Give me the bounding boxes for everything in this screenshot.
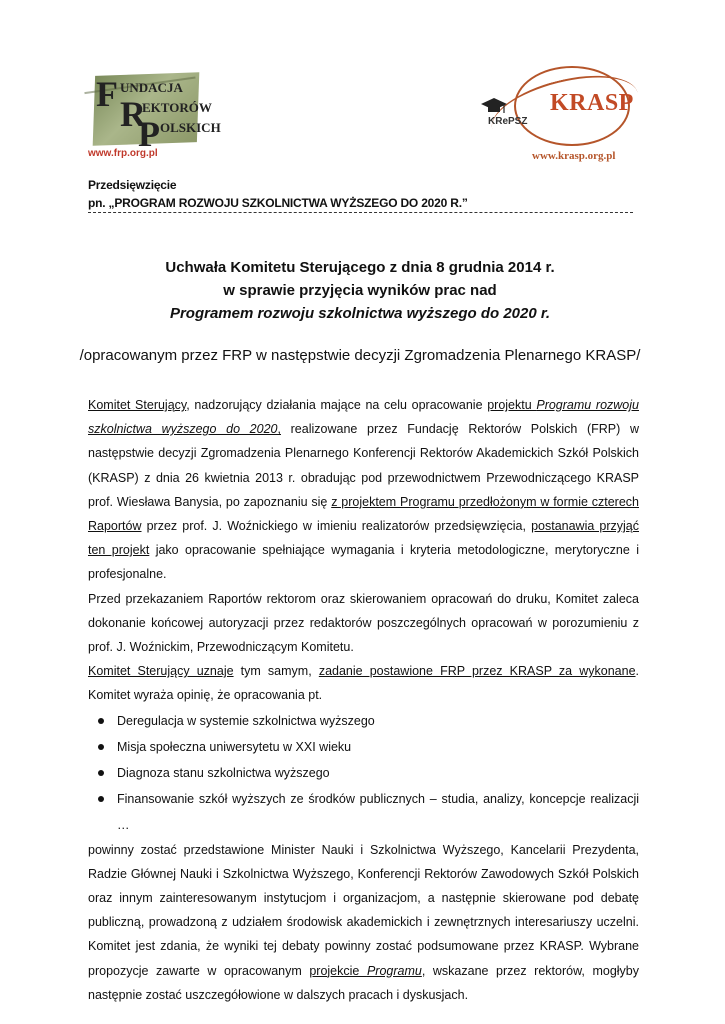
- para1-text-a: , nadzorujący działania mające na celu opracowanie: [186, 398, 488, 412]
- frp-logo-letter-p: P: [138, 114, 160, 154]
- para4-text-a: powinny zostać przedstawione Minister Nauki i Szkolnictwa Wyższego, Kancelarii Prezydenta, Radzie Głównej Nauki i Szkolnictwa Wyższego, Konferencji Rektorów Zawodowych Szkół Polskich oraz innym zainteresowanym instytucjom i organizacjom, a następnie skierowane pod debatę publiczną, prowadzoną z udziałem środowisk akademickich i zewnętrznych interesariuszy uczelni. Komitet jest zdania, że wyniki tej debaty powinny zostać podsumowane przez KRASP. Wybrane propozycje zawarte w opracowanym: [88, 842, 639, 978]
- resolution-title: [60, 256, 660, 325]
- krepsz-label: KRePSZ: [488, 116, 528, 127]
- document-body: [88, 393, 639, 1007]
- list-item: Misja społeczna uniwersytetu w XXI wieku: [88, 734, 639, 760]
- resolution-subtitle: /opracowanym przez FRP w następstwie decyzji Zgromadzenia Plenarnego KRASP/: [79, 347, 641, 364]
- list-item: Deregulacja w systemie szkolnictwa wyższego: [88, 708, 639, 734]
- krasp-logo-name: KRASP: [550, 90, 634, 116]
- paragraph-2: Przed przekazaniem Raportów rektorom oraz skierowaniem opracowań do druku, Komitet zaleca dokonanie końcowej autoryzacji przez redaktorów poszczególnych opracowań w porozumieniu z prof. J. Woźnickim, Przewodniczącym Komitetu.: [88, 591, 639, 655]
- list-item: Finansowanie szkół wyższych ze środków publicznych – studia, analizy, koncepcje realizacji …: [88, 786, 639, 838]
- para1-comma: ,: [277, 422, 281, 437]
- para3-text-b: . Komitet wyraża opinię, że opracowania pt.: [88, 664, 640, 703]
- title-line3: Programem rozwoju szkolnictwa wyższego do 2020 r.: [169, 305, 551, 322]
- para1-project: projektu: [487, 398, 537, 412]
- frp-logo-letter-f: F: [96, 74, 118, 114]
- frp-logo-word-undacja: UNDACJA: [120, 80, 183, 95]
- krasp-logo: [474, 66, 644, 170]
- para1-text-d: jako opracowanie spełniające wymagania i kryteria metodologiczne, merytoryczne i profesjonalne.: [88, 543, 639, 582]
- project-header-line2: pn. „PROGRAM ROZWOJU SZKOLNICTWA WYŻSZEGO DO 2020 R.”: [88, 196, 468, 210]
- frp-logo-word-olskich: OLSKICH: [160, 120, 221, 135]
- para1-text-b: realizowane przez Fundację Rektorów Polskich (FRP) w następstwie decyzji Zgromadzenia Plenarnego Konferencji Rektorów Akademickich Szkół Polskich (KRASP) z dnia 26 kwietnia 2013 r. obradując pod przewodnictwem Przewodniczącego KRASP prof. Wiesława Banysia, po zapoznaniu się: [88, 422, 639, 509]
- list-item: Diagnoza stanu szkolnictwa wyższego: [88, 760, 639, 786]
- frp-logo: [84, 66, 221, 162]
- reports-list: [88, 708, 639, 838]
- para4-text-b: , wskazane przez rektorów, mogłyby następnie zostać uszczegółowione w dalszych pracach i dyskusjach.: [88, 963, 640, 1002]
- para4-project: projekcie: [309, 963, 367, 978]
- paragraph-1: [88, 393, 639, 587]
- frp-logo-letter-r: R: [120, 94, 146, 134]
- para3-task-completed: zadanie postawione FRP przez KRASP za wykonane: [318, 664, 636, 679]
- para3-text-a: tym samym,: [233, 664, 319, 679]
- project-header: [88, 176, 648, 212]
- para1-program-title: Programu rozwoju szkolnictwa wyższego do 2020: [88, 398, 639, 437]
- para1-decision: postanawia przyjąć ten projekt: [88, 519, 639, 558]
- krasp-url[interactable]: www.krasp.org.pl: [532, 150, 616, 162]
- title-line1: Uchwała Komitetu Sterującego z dnia 8 grudnia 2014 r.: [165, 259, 555, 276]
- title-line2: w sprawie przyjęcia wyników prac nad: [223, 282, 497, 299]
- dashed-divider: [88, 212, 633, 213]
- para1-text-c: przez prof. J. Woźnickiego w imieniu realizatorów przedsięwzięcia,: [141, 519, 532, 534]
- frp-url[interactable]: www.frp.org.pl: [88, 148, 158, 159]
- para3-committee-recognizes: Komitet Sterujący uznaje: [88, 664, 234, 679]
- project-header-line1: Przedsięwzięcie: [88, 178, 177, 192]
- paragraph-4: [88, 838, 639, 1007]
- para4-program: Programu: [366, 963, 422, 978]
- paragraph-3: [88, 659, 639, 707]
- para1-committee: Komitet Sterujący: [88, 398, 187, 412]
- frp-logo-word-ektorow: EKTORÓW: [142, 100, 212, 115]
- graduation-cap-icon: [480, 96, 508, 116]
- para1-reports: z projektem Programu przedłożonym w formie czterech Raportów: [88, 494, 639, 534]
